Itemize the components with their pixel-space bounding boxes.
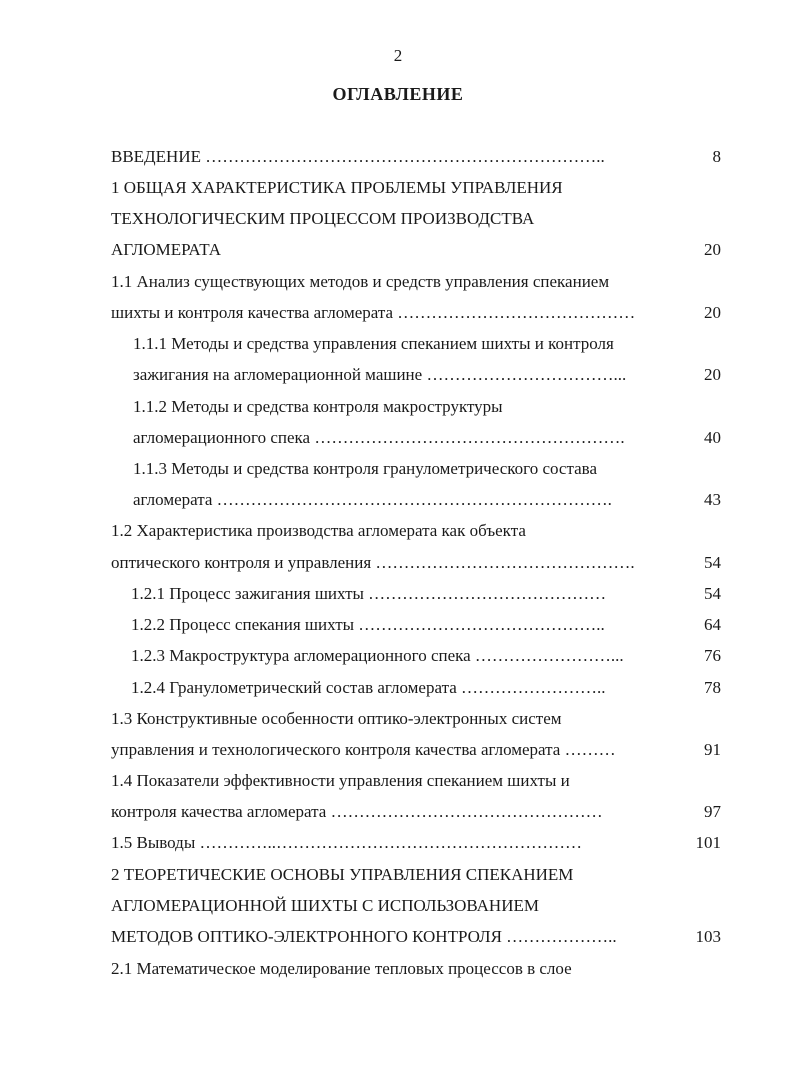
- toc-entry-text: управления и технологического контроля качества агломерата ………: [111, 740, 616, 759]
- toc-entry-text: 2.1 Математическое моделирование тепловых процессов в слое: [111, 959, 572, 978]
- toc-entry-text: 1.2 Характеристика производства агломерата как объекта: [111, 521, 526, 540]
- toc-page-number: 20: [704, 365, 721, 384]
- toc-page-number: 76: [704, 646, 721, 665]
- toc-entry-text: контроля качества агломерата …………………………………………: [111, 802, 603, 821]
- toc-entry-text: 1.2.4 Гранулометрический состав агломерата ……………………..: [131, 678, 606, 697]
- toc-page-number: 20: [704, 240, 721, 259]
- toc-entry-text: ВВЕДЕНИЕ ……………………………………………………………..: [111, 147, 605, 166]
- toc-entry-text: 1.5 Выводы …………..………………………………………………: [111, 833, 583, 852]
- toc-entry-text: 1.1.2 Методы и средства контроля макроструктуры: [133, 397, 503, 416]
- toc-page-number: 101: [695, 833, 721, 852]
- toc-entry-text: зажигания на агломерационной машине ……………………………...: [133, 365, 627, 384]
- toc-entry-text: АГЛОМЕРАТА: [111, 240, 222, 259]
- toc-entry-text: 1.2.3 Макроструктура агломерационного спека ……………………...: [131, 646, 624, 665]
- toc-entry-text: 1.2.2 Процесс спекания шихты ……………………………………..: [131, 615, 605, 634]
- toc-entry-text: ТЕХНОЛОГИЧЕСКИМ ПРОЦЕССОМ ПРОИЗВОДСТВА: [111, 209, 535, 228]
- toc-entry-text: 2 ТЕОРЕТИЧЕСКИЕ ОСНОВЫ УПРАВЛЕНИЯ СПЕКАНИЕМ: [111, 865, 574, 884]
- toc-page-number: 20: [704, 303, 721, 322]
- toc-entry-text: шихты и контроля качества агломерата ……………………………………: [111, 303, 636, 322]
- toc-entry-text: 1.4 Показатели эффективности управления спеканием шихты и: [111, 771, 570, 790]
- toc-entry-text: 1.1.3 Методы и средства контроля гранулометрического состава: [133, 459, 597, 478]
- page-title: ОГЛАВЛЕНИЕ: [332, 84, 464, 104]
- toc-page-number: 8: [712, 147, 721, 166]
- toc-page-number: 91: [704, 740, 721, 759]
- toc-page-number: 97: [704, 802, 721, 821]
- toc-entry-text: 1.3 Конструктивные особенности оптико-электронных систем: [111, 709, 562, 728]
- toc-page-number: 64: [704, 615, 721, 634]
- toc-page-number: 54: [704, 553, 721, 572]
- toc-entry-text: агломерационного спека ……………………………………………….: [133, 428, 625, 447]
- toc-page-number: 54: [704, 584, 721, 603]
- toc-entry-text: 1.2.1 Процесс зажигания шихты ……………………………………: [131, 584, 607, 603]
- toc-entry-text: оптического контроля и управления ……………………………………….: [111, 553, 635, 572]
- toc-page-number: 43: [704, 490, 721, 509]
- toc-entry-text: 1.1.1 Методы и средства управления спеканием шихты и контроля: [133, 334, 614, 353]
- toc-entry-text: 1.1 Анализ существующих методов и средств управления спеканием: [111, 272, 610, 291]
- toc-page-number: 103: [695, 927, 721, 946]
- toc-page-number: 40: [704, 428, 721, 447]
- toc-entry-text: агломерата …………………………………………………………….: [133, 490, 612, 509]
- toc-page-number: 78: [704, 678, 721, 697]
- toc-entry-text: МЕТОДОВ ОПТИКО-ЭЛЕКТРОННОГО КОНТРОЛЯ ………………..: [111, 927, 617, 946]
- toc-entry-text: 1 ОБЩАЯ ХАРАКТЕРИСТИКА ПРОБЛЕМЫ УПРАВЛЕНИЯ: [111, 178, 563, 197]
- toc-entry-text: АГЛОМЕРАЦИОННОЙ ШИХТЫ С ИСПОЛЬЗОВАНИЕМ: [111, 896, 539, 915]
- page-number: 2: [393, 46, 403, 65]
